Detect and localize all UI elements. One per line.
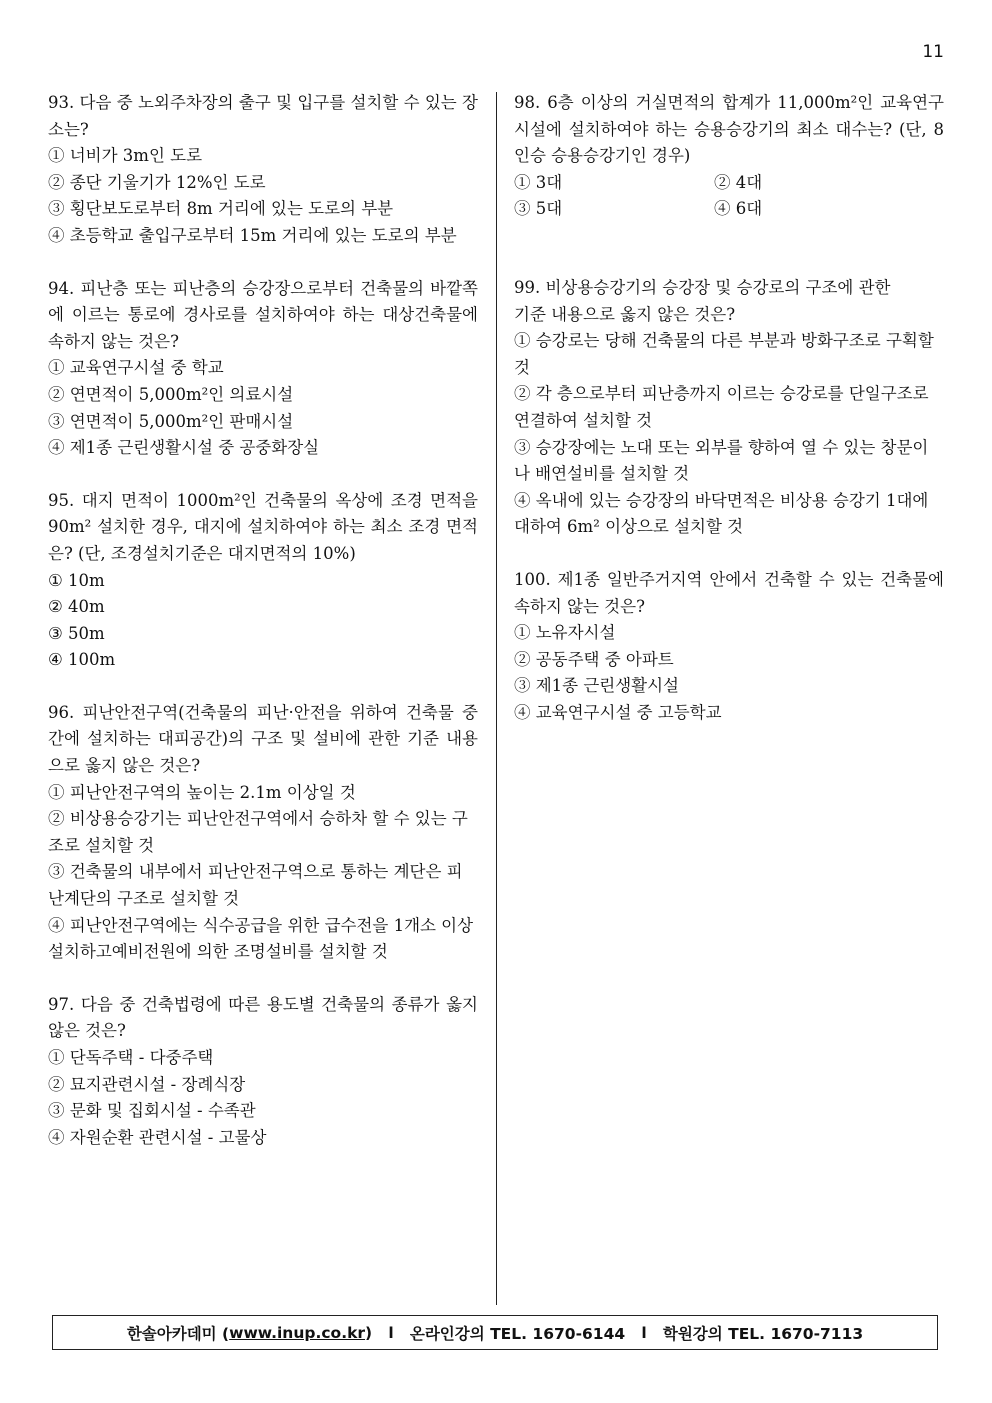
question-96 — [48, 700, 478, 966]
question-text: 95. 대지 면적이 1000m²인 건축물의 옥상에 조경 면적을 90m² 설치한 경우, 대지에 설치하여야 하는 최소 조경 면적은? (단, 조경설치기준은 대지면적의 10%) — [48, 490, 478, 563]
question-97 — [48, 992, 478, 1152]
option-2: ② 연면적이 5,000m²인 의료시설 — [48, 384, 294, 404]
options — [48, 143, 478, 249]
question-text: 94. 피난층 또는 피난층의 승강장으로부터 건축물의 바깥쪽에 이르는 통로에 경사로를 설치하여야 하는 대상건축물에 속하지 않는 것은? — [48, 278, 478, 351]
option-1: ① 단독주택 - 다중주택 — [48, 1048, 214, 1067]
option-2: ② 40m — [48, 597, 105, 617]
question-95 — [48, 488, 478, 674]
option-3: ③ 50m — [48, 623, 105, 643]
options — [514, 620, 944, 726]
question-93 — [48, 90, 478, 250]
question-94 — [48, 276, 478, 462]
question-100 — [514, 567, 944, 727]
option-1: ① 승강로는 당해 건축물의 다른 부분과 방화구조로 구획할 것 — [514, 331, 934, 377]
option-3: ③ 건축물의 내부에서 피난안전구역으로 통하는 계단은 피난계단의 구조로 설치할 것 — [48, 862, 463, 909]
question-text-line-2: 기준 내용으로 옳지 않은 것은? — [514, 304, 736, 324]
footer-online-phone: 온라인강의 TEL. 1670-6144 — [409, 1324, 626, 1343]
question-98 — [514, 90, 944, 223]
option-2: ② 비상용승강기는 피난안전구역에서 승하차 할 수 있는 구조로 설치할 것 — [48, 809, 468, 855]
option-4: ④ 100m — [48, 650, 116, 670]
option-1: ① 너비가 3m인 도로 — [48, 146, 203, 166]
footer-paren: ) — [365, 1323, 373, 1342]
question-99 — [514, 275, 944, 541]
question-text: 100. 제1종 일반주거지역 안에서 건축할 수 있는 건축물에 속하지 않는 것은? — [514, 569, 944, 616]
option-4: ④ 피난안전구역에는 식수공급을 위한 급수전을 1개소 이상 설치하고예비전원에 의한 조명설비를 설치할 것 — [48, 915, 474, 962]
question-text: 98. 6층 이상의 거실면적의 합계가 11,000m²인 교육연구시설에 설치하여야 하는 승용승강기의 최소 대수는? (단, 8인승 승용승강기인 경우) — [514, 93, 944, 166]
option-1: ① 10m — [48, 570, 105, 590]
option-4: ④ 옥내에 있는 승강장의 바닥면적은 비상용 승강기 1대에 대하여 6m² 이상으로 설치할 것 — [514, 490, 929, 537]
option-2: ② 종단 기울기가 12%인 도로 — [48, 172, 266, 192]
footer-separator: l — [625, 1323, 663, 1342]
option-3: ③ 승강장에는 노대 또는 외부를 향하여 열 수 있는 창문이나 배연설비를 설치할 것 — [514, 437, 929, 484]
option-4: ④ 자원순환 관련시설 - 고물상 — [48, 1127, 267, 1147]
option-3: ③ 횡단보도로부터 8m 거리에 있는 도로의 부분 — [48, 199, 394, 219]
options — [48, 568, 478, 674]
option-4: ④ 초등학교 출입구로부터 15m 거리에 있는 도로의 부분 — [48, 225, 457, 245]
option-1: ① 교육연구시설 중 학교 — [48, 358, 224, 378]
option-3: ③ 5대 — [514, 199, 563, 219]
option-2: ② 묘지관련시설 - 장례식장 — [48, 1074, 246, 1094]
options — [514, 170, 944, 223]
right-column — [514, 90, 944, 726]
option-1: ① 피난안전구역의 높이는 2.1m 이상일 것 — [48, 782, 356, 802]
option-3: ③ 문화 및 집회시설 - 수족관 — [48, 1101, 256, 1121]
question-text: 93. 다음 중 노외주차장의 출구 및 입구를 설치할 수 있는 장소는? — [48, 93, 478, 139]
footer-separator: l — [372, 1323, 410, 1342]
option-1: ① 3대 — [514, 172, 563, 192]
options — [48, 780, 478, 966]
option-2: ② 각 층으로부터 피난층까지 이르는 승강로를 단일구조로 연결하여 설치할 것 — [514, 384, 929, 430]
column-divider — [496, 92, 497, 1305]
option-3: ③ 제1종 근린생활시설 — [514, 676, 679, 696]
option-2: ② 4대 — [714, 172, 763, 192]
footer-website-link[interactable]: www.inup.co.kr — [229, 1323, 366, 1342]
option-4: ④ 교육연구시설 중 고등학교 — [514, 702, 722, 722]
option-2: ② 공동주택 중 아파트 — [514, 649, 674, 669]
footer-banner — [52, 1315, 938, 1350]
question-text — [514, 275, 944, 328]
option-4: ④ 제1종 근린생활시설 중 공중화장실 — [48, 438, 320, 458]
options — [48, 1045, 478, 1151]
option-1: ① 노유자시설 — [514, 623, 616, 643]
question-text: 97. 다음 중 건축법령에 따른 용도별 건축물의 종류가 옳지 않은 것은? — [48, 994, 478, 1041]
page-number: 11 — [922, 42, 944, 62]
option-4: ④ 6대 — [714, 199, 763, 219]
question-text: 96. 피난안전구역(건축물의 피난·안전을 위하여 건축물 중간에 설치하는 대피공간)의 구조 및 설비에 관한 기준 내용으로 옳지 않은 것은? — [48, 702, 478, 776]
footer-offline-phone: 학원강의 TEL. 1670-7113 — [662, 1324, 864, 1343]
footer-academy: 한솔아카데미 ( — [126, 1324, 230, 1343]
question-text-line-1: 99. 비상용승강기의 승강장 및 승강로의 구조에 관한 — [514, 277, 891, 297]
options — [514, 328, 944, 541]
options — [48, 355, 478, 461]
left-column — [48, 90, 478, 1151]
option-3: ③ 연면적이 5,000m²인 판매시설 — [48, 411, 294, 431]
